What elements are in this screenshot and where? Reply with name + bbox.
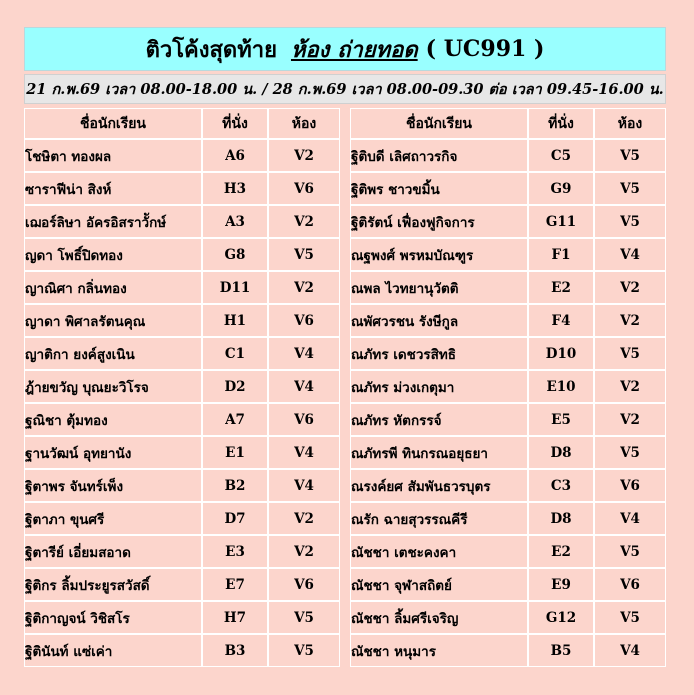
room-cell: V4 xyxy=(594,238,666,271)
room-cell: V2 xyxy=(268,205,340,238)
seat-cell: E5 xyxy=(528,403,594,436)
table-row xyxy=(24,436,340,469)
table-row xyxy=(24,172,340,205)
student-name-cell: ฐิตาพร จันทร์เพ็ง xyxy=(24,469,202,502)
student-name-cell: ณรงค์ยศ สัมพันธวรบุตร xyxy=(350,469,528,502)
table-row xyxy=(24,568,340,601)
column-header-seat: ที่นั่ง xyxy=(528,108,594,139)
seat-cell: C1 xyxy=(202,337,268,370)
seat-cell: H1 xyxy=(202,304,268,337)
student-name-cell: ณพล ไวทยานุวัตติ xyxy=(350,271,528,304)
student-name-cell: ญาณิศา กลิ่นทอง xyxy=(24,271,202,304)
room-cell: V2 xyxy=(594,403,666,436)
student-name-cell: เฌอร์ลิษา อัครอิสราวัักษ์ xyxy=(24,205,202,238)
room-cell: V2 xyxy=(268,139,340,172)
table-row xyxy=(350,436,666,469)
column-header-seat: ที่นั่ง xyxy=(202,108,268,139)
seat-cell: E10 xyxy=(528,370,594,403)
student-name-cell: ฐณิชา ตุ้มทอง xyxy=(24,403,202,436)
room-cell: V2 xyxy=(268,535,340,568)
student-name-cell: ญาดา พิศาลรัตนคุณ xyxy=(24,304,202,337)
table-row xyxy=(350,403,666,436)
seat-cell: D2 xyxy=(202,370,268,403)
table-row xyxy=(24,370,340,403)
student-name-cell: ณภัทร หัตกรรจ์ xyxy=(350,403,528,436)
seat-cell: H3 xyxy=(202,172,268,205)
room-cell: V2 xyxy=(594,370,666,403)
room-cell: V4 xyxy=(268,469,340,502)
table-row xyxy=(350,205,666,238)
page-title xyxy=(24,27,666,71)
table-row xyxy=(350,304,666,337)
seat-cell: E2 xyxy=(528,271,594,304)
seat-cell: A6 xyxy=(202,139,268,172)
room-cell: V4 xyxy=(268,436,340,469)
student-name-cell: ฐิตาภา ขุนศรี xyxy=(24,502,202,535)
table-row xyxy=(350,337,666,370)
room-cell: V6 xyxy=(594,568,666,601)
schedule-line: 21 ก.พ.69 เวลา 08.00-18.00 น. / 28 ก.พ.69 เวลา 08.00-09.30 ต่อ เวลา 09.45-16.00 น. xyxy=(24,74,666,104)
table-row xyxy=(350,601,666,634)
table-row xyxy=(24,337,340,370)
room-cell: V5 xyxy=(594,172,666,205)
student-name-cell: ญาติกา ยงค์สูงเนิน xyxy=(24,337,202,370)
student-name-cell: ฐิติบดี เลิศถาวรกิจ xyxy=(350,139,528,172)
room-cell: V5 xyxy=(594,139,666,172)
table-row xyxy=(24,304,340,337)
student-name-cell: ฐิติรัตน์ เฟื่องฟูกิจการ xyxy=(350,205,528,238)
seat-cell: E3 xyxy=(202,535,268,568)
seat-cell: D11 xyxy=(202,271,268,304)
student-name-cell: ฐิติกาญจน์ วิชิสโร xyxy=(24,601,202,634)
column-header-room: ห้อง xyxy=(594,108,666,139)
seat-cell: E1 xyxy=(202,436,268,469)
table-row xyxy=(350,469,666,502)
seat-cell: B5 xyxy=(528,634,594,667)
header-row xyxy=(24,108,340,139)
student-name-cell: ฎ้ายขวัญ บุณยะวิโรจ xyxy=(24,370,202,403)
student-name-cell: ณัชชา จุฬาสถิตย์ xyxy=(350,568,528,601)
seat-cell: C5 xyxy=(528,139,594,172)
student-name-cell: ณัชชา หนุมาร xyxy=(350,634,528,667)
table-row xyxy=(24,601,340,634)
room-label: ห้อง ถ่ายทอด xyxy=(290,36,418,63)
student-name-cell: ณพัศวรชน รังษีกูล xyxy=(350,304,528,337)
room-cell: V6 xyxy=(594,469,666,502)
student-name-cell: ณภัทร ม่วงเกตุมา xyxy=(350,370,528,403)
student-name-cell: ฐิตินันท์ แซ่เค่า xyxy=(24,634,202,667)
title-text: ติวโค้งสุดท้าย xyxy=(145,36,277,63)
student-name-cell: ฐานวัฒน์ อุทยานัง xyxy=(24,436,202,469)
room-cell: V5 xyxy=(594,535,666,568)
student-name-cell: ณัชชา ลิ้มศรีเจริญ xyxy=(350,601,528,634)
table-row xyxy=(350,172,666,205)
student-name-cell: ณัชชา เตชะคงคา xyxy=(350,535,528,568)
student-name-cell: ณรัก ฉายสุวรรณคีรี xyxy=(350,502,528,535)
seat-cell: A7 xyxy=(202,403,268,436)
seat-cell: H7 xyxy=(202,601,268,634)
seat-cell: D8 xyxy=(528,436,594,469)
table-row xyxy=(350,634,666,667)
seat-cell: G8 xyxy=(202,238,268,271)
room-cell: V2 xyxy=(594,271,666,304)
room-cell: V5 xyxy=(594,205,666,238)
seat-cell: G11 xyxy=(528,205,594,238)
table-row xyxy=(350,502,666,535)
column-header-name: ชื่อนักเรียน xyxy=(24,108,202,139)
table-row xyxy=(24,469,340,502)
student-name-cell: ฐิติกร ลิ้มประยูรสวัสดิ์ xyxy=(24,568,202,601)
room-cell: V2 xyxy=(268,502,340,535)
student-name-cell: ณภัทรพี ทินกรณอยุธยา xyxy=(350,436,528,469)
seat-cell: C3 xyxy=(528,469,594,502)
room-cell: V6 xyxy=(268,403,340,436)
room-cell: V6 xyxy=(268,568,340,601)
student-name-cell: ซาราฟีน่า สิงห์ xyxy=(24,172,202,205)
table-row xyxy=(24,502,340,535)
student-name-cell: ญดา โพธิ์ปิดทอง xyxy=(24,238,202,271)
seat-cell: F4 xyxy=(528,304,594,337)
seat-cell: D7 xyxy=(202,502,268,535)
seat-cell: A3 xyxy=(202,205,268,238)
seat-cell: D8 xyxy=(528,502,594,535)
room-cell: V5 xyxy=(594,601,666,634)
table-row xyxy=(24,238,340,271)
seat-cell: E2 xyxy=(528,535,594,568)
seat-cell: E7 xyxy=(202,568,268,601)
header-row xyxy=(350,108,666,139)
table-row xyxy=(24,271,340,304)
table-row xyxy=(24,535,340,568)
table-row xyxy=(24,139,340,172)
room-code: ( UC991 ) xyxy=(425,36,545,62)
room-cell: V5 xyxy=(594,337,666,370)
room-cell: V5 xyxy=(268,634,340,667)
room-cell: V4 xyxy=(594,634,666,667)
room-cell: V5 xyxy=(268,601,340,634)
table-row xyxy=(24,403,340,436)
room-cell: V2 xyxy=(594,304,666,337)
table-row xyxy=(24,634,340,667)
table-row xyxy=(350,139,666,172)
room-cell: V2 xyxy=(268,271,340,304)
room-cell: V4 xyxy=(594,502,666,535)
seat-cell: B2 xyxy=(202,469,268,502)
seat-cell: D10 xyxy=(528,337,594,370)
room-cell: V4 xyxy=(268,370,340,403)
table-row xyxy=(350,370,666,403)
student-name-cell: ณฐพงศ์ พรหมบัณฑูร xyxy=(350,238,528,271)
seat-cell: F1 xyxy=(528,238,594,271)
roster-table-left xyxy=(24,108,340,667)
roster-table-right xyxy=(350,108,666,667)
column-header-room: ห้อง xyxy=(268,108,340,139)
seat-cell: E9 xyxy=(528,568,594,601)
student-name-cell: ฐิติพร ชาวขมิ้น xyxy=(350,172,528,205)
roster-sheet xyxy=(24,24,666,669)
room-cell: V5 xyxy=(594,436,666,469)
seat-cell: G12 xyxy=(528,601,594,634)
room-cell: V4 xyxy=(268,337,340,370)
table-row xyxy=(24,205,340,238)
seat-cell: G9 xyxy=(528,172,594,205)
room-cell: V6 xyxy=(268,172,340,205)
table-row xyxy=(350,535,666,568)
student-name-cell: ฐิตารีย์ เอี่ยมสอาด xyxy=(24,535,202,568)
table-row xyxy=(350,568,666,601)
seat-cell: B3 xyxy=(202,634,268,667)
student-name-cell: ณภัทร เดชวรสิทธิ xyxy=(350,337,528,370)
student-name-cell: โชษิตา ทองผล xyxy=(24,139,202,172)
table-row xyxy=(350,271,666,304)
table-row xyxy=(350,238,666,271)
room-cell: V5 xyxy=(268,238,340,271)
column-header-name: ชื่อนักเรียน xyxy=(350,108,528,139)
room-cell: V6 xyxy=(268,304,340,337)
